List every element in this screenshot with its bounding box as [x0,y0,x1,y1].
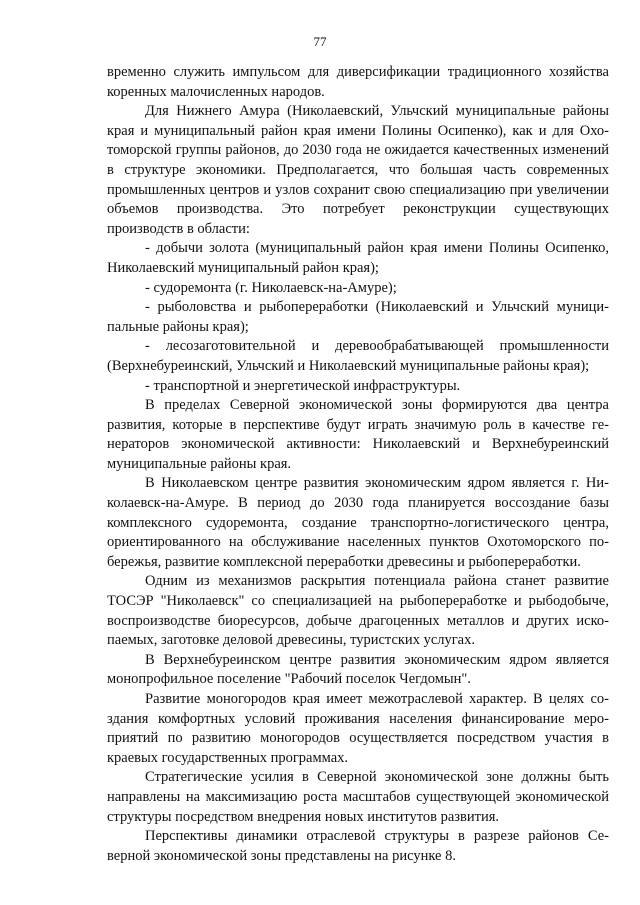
paragraph-monotowns: Развитие моногородов края имеет межотраслевой характер. В целях создания комфортных условий проживания населения финансирование мероприятий по развитию моногородов осуществляется посредством участия в краевых государственных программах. [107,691,609,766]
list-item-ship-repair: - судоремонта (г. Николаевск-на-Амуре); [145,279,397,296]
list-item-infrastructure: - транспортной и энергетической инфраструктуры. [145,377,461,394]
list-item-timber: - лесозаготовительной и деревообрабатывающей промышленности (Верхнебуреинский, Ульчский и Николаевский муниципальные районы края); [107,338,609,374]
list-item-gold-mining: - добычи золота (муниципальный район края имени Полины Осипенко, Николаевский муниципальный район края); [107,240,609,276]
page-number: 77 [313,34,327,49]
list-item-fishing: - рыболовства и рыбопереработки (Николаевский и Ульчский муниципальные районы края); [107,299,609,335]
paragraph-lower-amur: Для Нижнего Амура (Николаевский, Ульчский муниципальные районы края и муниципальный район края имени Полины Осипенко), как и для Охотоморской группы районов, до 2030 года не ожидается качественных изменений в структуре экономики. Предполагается, что большая часть современных промышленных центров и узлов сохранит свою специализацию при увеличении объемов производства. Это потребует реконструкции существующих производств в области: [107,103,609,237]
paragraph-development-centers: В пределах Северной экономической зоны формируются два центра развития, которые в перспективе будут играть значимую роль в качестве генераторов экономической активности: Николаевский и Верхнебуреинский муниципальные районы края. [107,397,609,472]
paragraph-verkhnebureinsk-center: В Верхнебуреинском центре развития экономическим ядром является монопрофильное поселение "Рабочий поселок Чегдомын". [107,651,609,688]
paragraph-continuation: временно служить импульсом для диверсификации традиционного хозяйства коренных малочисленных народов. [107,64,609,100]
paragraph-nikolaevsk-center: В Николаевском центре развития экономическим ядром является г. Николаевск-на-Амуре. В период до 2030 года планируется воссоздание базы комплексного судоремонта, создание транспортно-логистического центра, ориентированного на обслуживание населенных пунктов Охотоморского побережья, развитие комплексной переработки древесины и рыбопереработки. [107,475,609,570]
paragraph-toser: Одним из механизмов раскрытия потенциала района станет развитие ТОСЭР "Николаевск" со специализацией на рыбопереработке и рыбодобыче, воспроизводстве биоресурсов, добыче драгоценных металлов и других ископаемых, заготовке деловой древесины, туристских услугах. [107,573,609,649]
paragraph-figure-reference: Перспективы динамики отраслевой структуры в разрезе районов Северной экономической зоны представлены на рисунке 8. [107,828,609,864]
paragraph-strategic-efforts: Стратегические усилия в Северной экономической зоне должны быть направлены на максимизацию роста масштабов существующей экономической структуры посредством внедрения новых институтов развития. [107,769,609,825]
document-body [107,63,609,866]
